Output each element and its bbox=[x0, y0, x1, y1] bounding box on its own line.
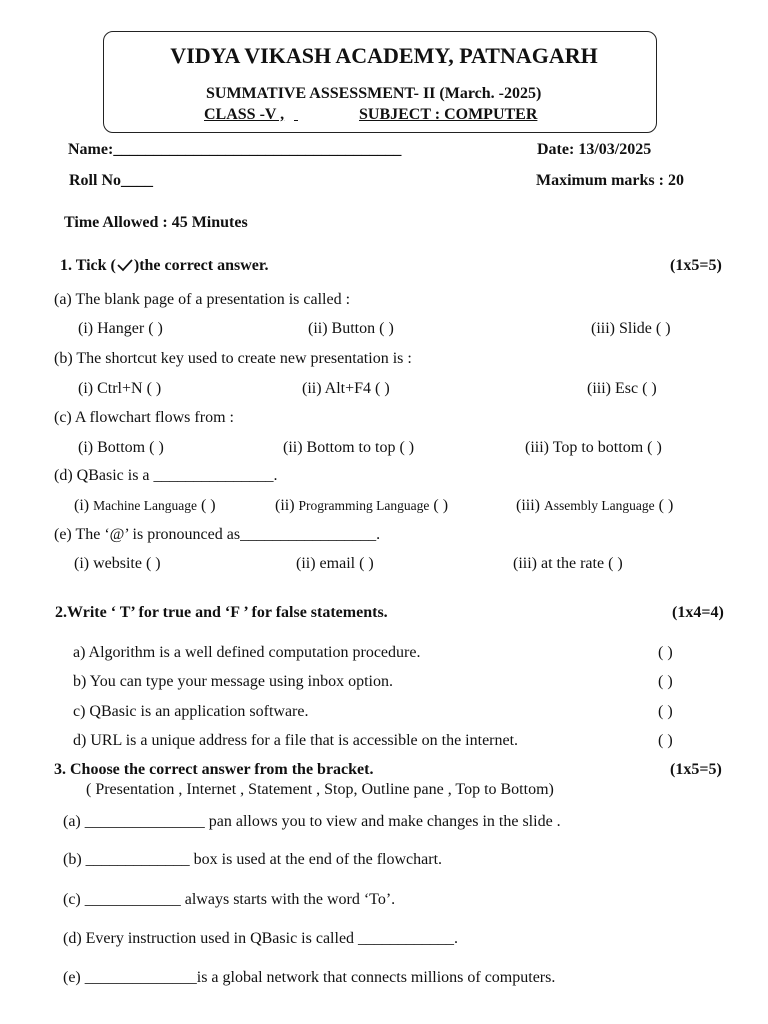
q1e-option-1[interactable]: (i) website ( ) bbox=[74, 555, 161, 572]
q1d-option-1-label: Machine Language bbox=[93, 498, 197, 513]
q1b-option-1[interactable]: (i) Ctrl+N ( ) bbox=[78, 380, 162, 397]
q1d-option-3-label: Assembly Language bbox=[544, 498, 655, 513]
max-marks: Maximum marks : 20 bbox=[536, 172, 684, 189]
q1d-option-2[interactable] bbox=[275, 497, 448, 515]
q1b-option-2[interactable]: (ii) Alt+F4 ( ) bbox=[302, 380, 390, 397]
q2-statement-d: d) URL is a unique address for a file that is accessible on the internet. bbox=[73, 732, 519, 749]
q1e-option-2[interactable]: (ii) email ( ) bbox=[296, 555, 374, 572]
tick-icon bbox=[116, 257, 134, 273]
q2-answer-d[interactable]: ( ) bbox=[658, 732, 673, 749]
class-label: CLASS -V , bbox=[204, 106, 285, 123]
q1d-question: (d) QBasic is a _______________. bbox=[54, 467, 278, 484]
q1d-option-3-num: (iii) bbox=[516, 497, 544, 514]
q1c-option-3[interactable]: (iii) Top to bottom ( ) bbox=[525, 439, 662, 456]
q3-options: ( Presentation , Internet , Statement , Stop, Outline pane , Top to Bottom) bbox=[86, 781, 554, 798]
q3-item-d[interactable]: (d) Every instruction used in QBasic is called ____________. bbox=[63, 930, 459, 947]
q1d-option-3-bracket: ( ) bbox=[654, 497, 674, 514]
q1-title-end: )the correct answer. bbox=[133, 257, 269, 274]
q2-statement-a: a) Algorithm is a well defined computation procedure. bbox=[73, 644, 421, 661]
q1a-option-3[interactable]: (iii) Slide ( ) bbox=[591, 320, 671, 337]
q2-answer-c[interactable]: ( ) bbox=[658, 703, 673, 720]
q1d-option-1-num: (i) bbox=[74, 497, 94, 514]
q1-title bbox=[60, 257, 269, 275]
q1d-option-1-bracket: ( ) bbox=[196, 497, 216, 514]
q1-marks: (1x5=5) bbox=[670, 257, 722, 274]
q2-answer-b[interactable]: ( ) bbox=[658, 673, 673, 690]
q1a-option-1[interactable]: (i) Hanger ( ) bbox=[78, 320, 163, 337]
time-allowed: Time Allowed : 45 Minutes bbox=[64, 214, 248, 231]
roll-field: Roll No____ bbox=[69, 172, 153, 189]
q1c-option-2[interactable]: (ii) Bottom to top ( ) bbox=[283, 439, 415, 456]
q1d-option-1[interactable] bbox=[74, 497, 216, 515]
q2-marks: (1x4=4) bbox=[672, 604, 724, 621]
q3-marks: (1x5=5) bbox=[670, 761, 722, 778]
q1d-option-2-bracket: ( ) bbox=[429, 497, 449, 514]
q3-item-b[interactable]: (b) _____________ box is used at the end of the flowchart. bbox=[63, 851, 443, 868]
q1a-option-2[interactable]: (ii) Button ( ) bbox=[308, 320, 394, 337]
assessment-title: SUMMATIVE ASSESSMENT- II (March. -2025) bbox=[206, 85, 542, 102]
q1d-option-2-label: Programming Language bbox=[298, 498, 430, 513]
q3-item-e[interactable]: (e) ______________is a global network that connects millions of computers. bbox=[63, 969, 556, 986]
q3-title: 3. Choose the correct answer from the bracket. bbox=[54, 761, 374, 778]
q2-answer-a[interactable]: ( ) bbox=[658, 644, 673, 661]
q1d-option-3[interactable] bbox=[516, 497, 673, 515]
q1b-question: (b) The shortcut key used to create new presentation is : bbox=[54, 350, 412, 367]
q1c-question: (c) A flowchart flows from : bbox=[54, 409, 234, 426]
q1b-option-3[interactable]: (iii) Esc ( ) bbox=[587, 380, 657, 397]
q1a-question: (a) The blank page of a presentation is called : bbox=[54, 291, 351, 308]
exam-date: Date: 13/03/2025 bbox=[537, 141, 652, 158]
q1e-option-3[interactable]: (iii) at the rate ( ) bbox=[513, 555, 623, 572]
name-field: Name:____________________________________ bbox=[68, 141, 402, 158]
q1d-option-2-num: (ii) bbox=[275, 497, 299, 514]
q3-item-a[interactable]: (a) _______________ pan allows you to view and make changes in the slide . bbox=[63, 813, 561, 830]
q2-statement-b: b) You can type your message using inbox option. bbox=[73, 673, 393, 690]
subject-label: SUBJECT : COMPUTER bbox=[359, 106, 538, 123]
q2-title: 2.Write ‘ T’ for true and ‘F ’ for false statements. bbox=[55, 604, 388, 621]
q3-item-c[interactable]: (c) ____________ always starts with the word ‘To’. bbox=[63, 891, 396, 908]
q2-statement-c: c) QBasic is an application software. bbox=[73, 703, 309, 720]
q1-title-start: 1. Tick ( bbox=[60, 257, 116, 274]
school-name: VIDYA VIKASH ACADEMY, PATNAGARH bbox=[170, 43, 598, 68]
q1c-option-1[interactable]: (i) Bottom ( ) bbox=[78, 439, 164, 456]
class-underline-gap bbox=[294, 106, 356, 122]
q1e-question: (e) The ‘@’ is pronounced as_________________. bbox=[54, 526, 381, 543]
